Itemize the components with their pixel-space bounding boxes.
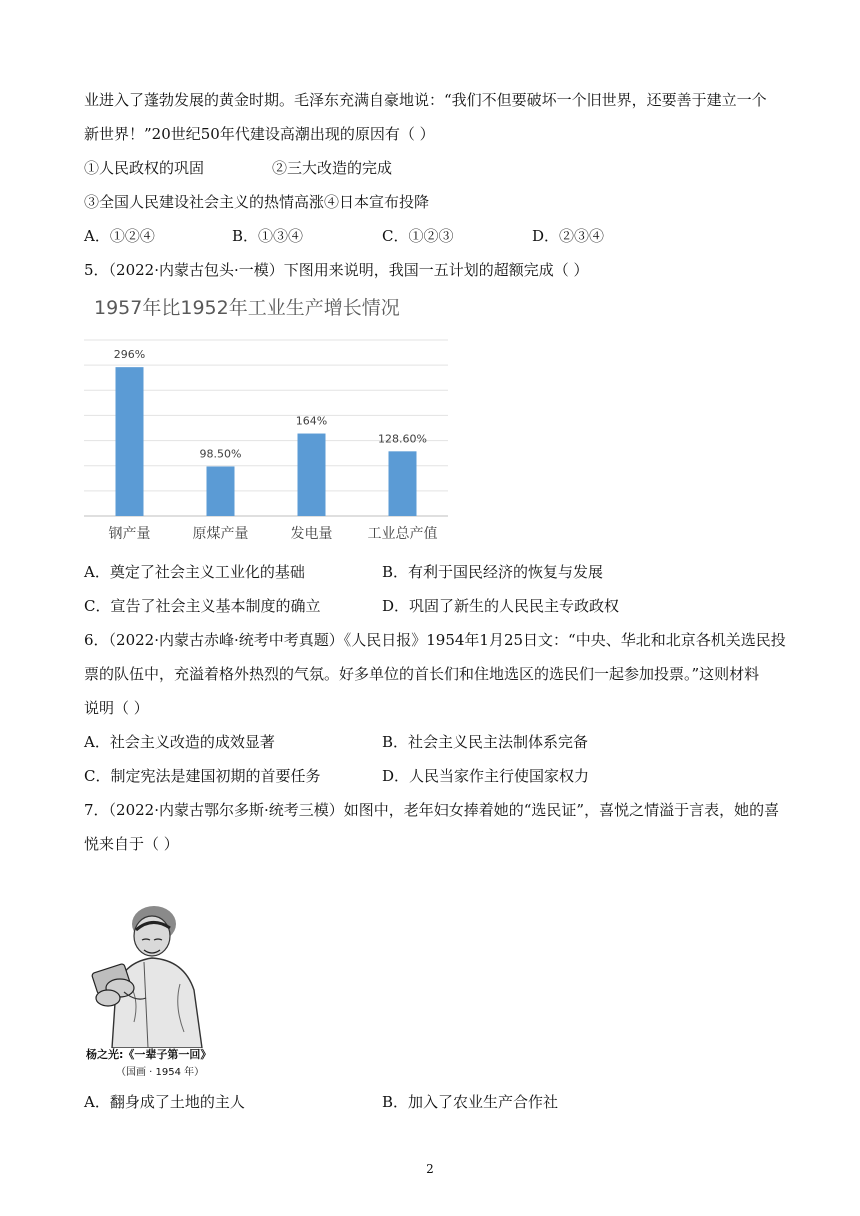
q4-item1: ①人民政权的巩固 — [84, 159, 205, 177]
bar-1 — [207, 466, 235, 516]
bar-3 — [389, 451, 417, 516]
category-label-0: 钢产量 — [108, 526, 151, 542]
data-label-3: 128.60% — [378, 432, 427, 446]
bar-0 — [116, 367, 144, 516]
q5-option-a: A．奠定了社会主义工业化的基础 — [84, 563, 305, 581]
q4-option-b: B．①③④ — [232, 227, 304, 245]
category-label-3: 工业总产值 — [367, 526, 438, 542]
q4-item2: ②三大改造的完成 — [272, 159, 393, 177]
bar-2 — [298, 434, 326, 516]
q4-stem-line2: 新世界！”20世纪50年代建设高潮出现的原因有（ ） — [84, 125, 435, 143]
q4-item3: ③全国人民建设社会主义的热情高涨④日本宣布投降 — [84, 193, 430, 211]
q6-stem-line1: 6．（2022·内蒙古赤峰·统考中考真题）《人民日报》1954年1月25日文：“中央、华北和北京各机关选民投 — [84, 631, 786, 649]
q6-stem-line3: 说明（ ） — [84, 699, 149, 717]
data-label-0: 296% — [113, 348, 146, 362]
figure-caption-title: 杨之光:《一辈子第一回》 — [86, 1048, 212, 1061]
q7-stem-line1: 7．（2022·内蒙古鄂尔多斯·统考三模）如图中，老年妇女捧着她的“选民证”，喜悦之情溢于言表，她的喜 — [84, 801, 780, 819]
q5-stem: 5．（2022·内蒙古包头·一模）下图用来说明，我国一五计划的超额完成（ ） — [84, 261, 589, 279]
data-label-2: 164% — [295, 414, 328, 428]
q6-option-c: C．制定宪法是建国初期的首要任务 — [84, 767, 321, 785]
q4-stem-line1: 业进入了蓬勃发展的黄金时期。毛泽东充满自豪地说：“我们不但要破坏一个旧世界，还要善于建立一个 — [84, 91, 767, 109]
q6-option-d: D．人民当家作主行使国家权力 — [382, 767, 590, 785]
q7-option-b: B．加入了农业生产合作社 — [382, 1093, 559, 1111]
q4-option-a: A．①②④ — [84, 227, 155, 245]
q6-option-a: A．社会主义改造的成效显著 — [84, 733, 275, 751]
chart-title: 1957年比1952年工业生产增长情况 — [94, 297, 400, 319]
q7-option-a: A．翻身成了土地的主人 — [84, 1093, 245, 1111]
data-label-1: 98.50% — [199, 447, 242, 461]
q7-stem-line2: 悦来自于（ ） — [84, 835, 179, 853]
q5-option-c: C．宣告了社会主义基本制度的确立 — [84, 597, 321, 615]
q6-option-b: B．社会主义民主法制体系完备 — [382, 733, 589, 751]
q4-option-c: C．①②③ — [382, 227, 454, 245]
q5-option-d: D．巩固了新生的人民民主专政政权 — [382, 597, 620, 615]
page-number: 2 — [426, 1162, 434, 1176]
figure-caption-note: （国画 · 1954 年） — [116, 1067, 205, 1078]
bar-chart — [84, 288, 448, 548]
q5-option-b: B．有利于国民经济的恢复与发展 — [382, 563, 604, 581]
q4-option-d: D．②③④ — [532, 227, 605, 245]
category-label-1: 原煤产量 — [192, 526, 249, 542]
category-label-2: 发电量 — [290, 526, 333, 542]
q6-stem-line2: 票的队伍中，充溢着格外热烈的气氛。好多单位的首长们和住地选区的选民们一起参加投票。”这则材料 — [84, 665, 760, 683]
